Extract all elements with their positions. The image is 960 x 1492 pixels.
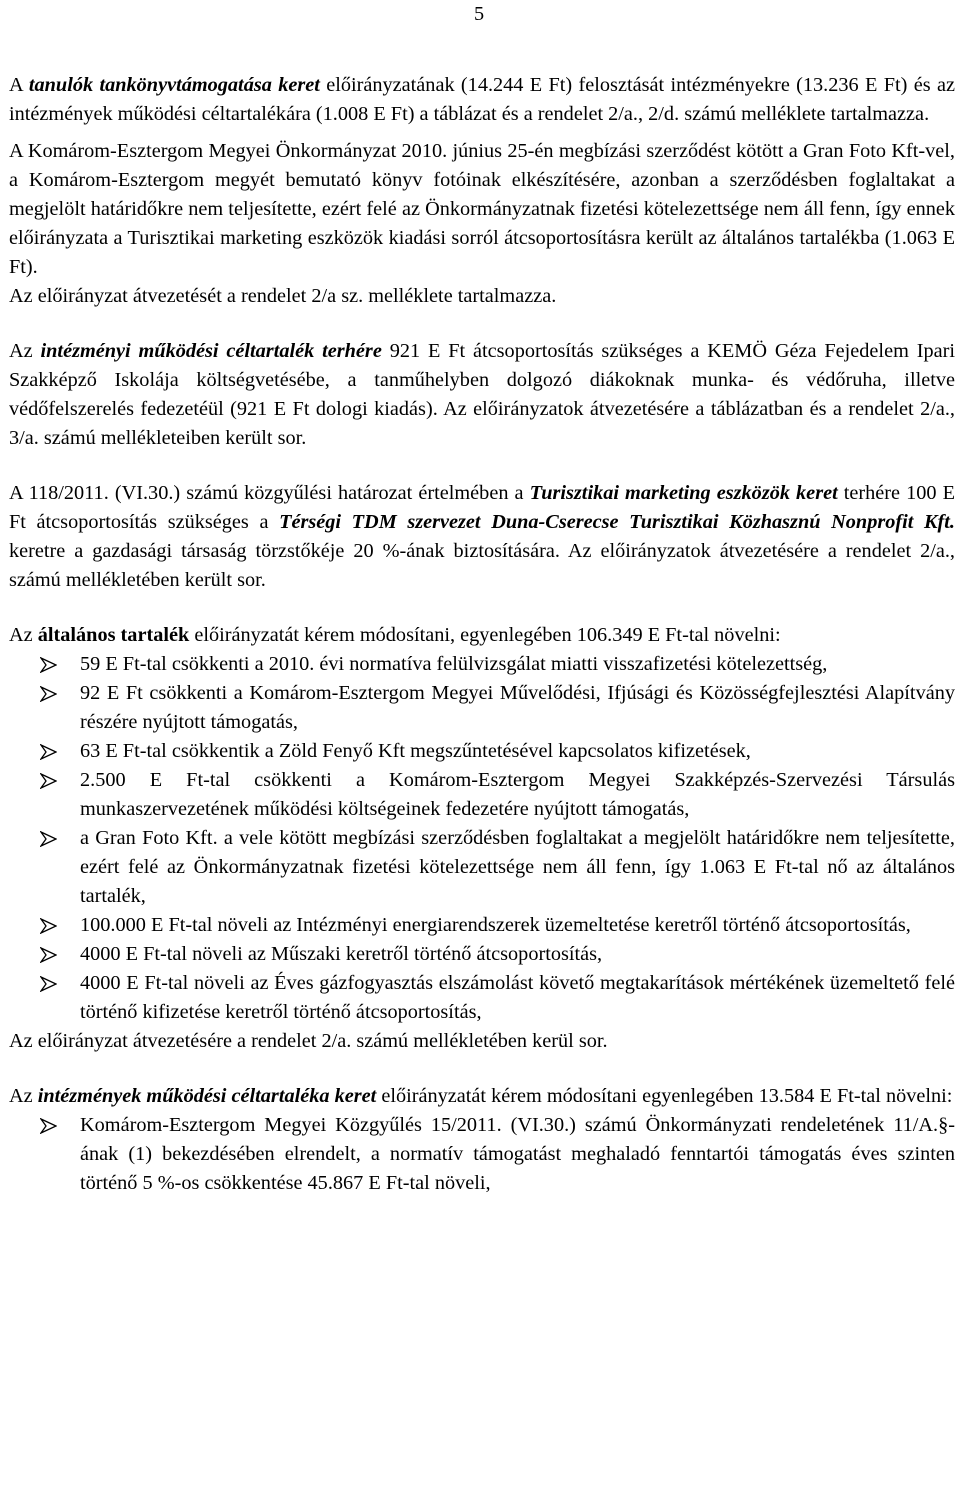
list-item-text: 92 E Ft csökkenti a Komárom-Esztergom Megyei Művelődési, Ifjúsági és Közösségfejlesztési Alapítvány részére nyújtott támogatás, <box>80 682 955 733</box>
arrow-bullet-icon <box>40 686 57 702</box>
list-item <box>9 940 955 969</box>
list-item-text: 59 E Ft-tal csökkenti a 2010. évi normatíva felülvizsgálat miatti visszafizetési kötelezettség, <box>80 653 828 675</box>
arrow-bullet-icon <box>40 773 57 789</box>
paragraph-altalanos-tartalek: Az általános tartalék előirányzatát kérem módosítani, egyenlegében 106.349 E Ft-tal növelni: <box>9 624 781 646</box>
list-item <box>9 911 955 940</box>
arrow-bullet-icon <box>40 744 57 760</box>
paragraph-intezmenyek-celtartaleka: Az intézmények működési céltartaléka keret előirányzatát kérem módosítani egyenlegében 13.584 E Ft-tal növelni: <box>9 1085 953 1107</box>
emphasis-intezmenyek-celtartaleka: intézmények működési céltartaléka keret <box>37 1085 377 1107</box>
list-item <box>9 969 955 1027</box>
list-item-text: 4000 E Ft-tal növeli az Éves gázfogyasztás elszámolást követő megtakarítások mértékének üzemeltető felé történő kifizetése keretről történő átcsoportosítás, <box>80 972 955 1023</box>
list-item-text: Komárom-Esztergom Megyei Közgyűlés 15/2011. (VI.30.) számú Önkormányzati rendeletének 11/A.§-ának (1) bekezdésében elrendelt, a normatív támogatást meghaladó fenntartói támogatás éves szinten történő 5 %-os csökkentése 45.867 E Ft-tal növeli, <box>80 1114 955 1194</box>
arrow-bullet-icon <box>40 1118 57 1134</box>
list-item <box>9 679 955 737</box>
paragraph-gran-foto: A Komárom-Esztergom Megyei Önkormányzat 2010. június 25-én megbízási szerződést kötött a Gran Foto Kft-vel, a Komárom-Esztergom megyét bemutató könyv fotóinak elkészítésére, azonban a szerződésben foglaltakat a megjelölt határidőkre nem teljesítette, ezért felé az Önkormányzatnak fizetési kötelezettsége nem áll fenn, így ennek előirányzata a Turisztikai marketing eszközök kiadási sorról átcsoportosításra került az általános tartalékba (1.063 E Ft). <box>9 140 955 278</box>
list-item <box>9 1111 955 1198</box>
list-item-text: 4000 E Ft-tal növeli az Műszaki keretről történő átcsoportosítás, <box>80 943 603 965</box>
list-item <box>9 650 955 679</box>
emphasis-altalanos-tartalek: általános tartalék <box>37 624 190 646</box>
list-item <box>9 737 955 766</box>
document-body <box>9 71 955 1198</box>
list-item <box>9 824 955 911</box>
arrow-bullet-icon <box>40 947 57 963</box>
list-item-text: 100.000 E Ft-tal növeli az Intézményi energiarendszerek üzemeltetése keretről történő átcsoportosítás, <box>80 914 911 936</box>
paragraph-intezmenyi-celtartalek: Az intézményi működési céltartalék terhére 921 E Ft átcsoportosítás szükséges a KEMÖ Géza Fejedelem Ipari Szakképző Iskolája költségvetésébe, a tanműhelyben dolgozó diákoknak munka- és védőruha, illetve védőfelszerelés fedezetéül (921 E Ft dologi kiadás). Az előirányzatok átvezetésére a táblázatban és a rendelet 2/a., 3/a. számú mellékleteiben került sor. <box>9 340 955 449</box>
list-item-text: 2.500 E Ft-tal csökkenti a Komárom-Esztergom Megyei Szakképzés-Szervezési Társulás munkaszervezetének működési költségeinek fedezetére nyújtott támogatás, <box>80 769 955 820</box>
emphasis-tdm-szervezet: Térségi TDM szervezet Duna-Cserecse Turisztikai Közhasznú Nonprofit Kft. <box>279 511 956 533</box>
arrow-bullet-icon <box>40 976 57 992</box>
arrow-bullet-icon <box>40 918 57 934</box>
emphasis-tankonyvtamogatas-keret: tanulók tankönyvtámogatása keret <box>28 74 320 96</box>
list-item <box>9 766 955 824</box>
tartalek-changes-list <box>9 650 955 1027</box>
arrow-bullet-icon <box>40 657 57 673</box>
emphasis-intezmenyi-celtartalek: intézményi működési céltartalék terhére <box>40 340 382 362</box>
list-item-text: a Gran Foto Kft. a vele kötött megbízási szerződésben foglaltakat a megjelölt határidőkre nem teljesítette, ezért felé az Önkormányzatnak fizetési kötelezettsége nem áll fenn, így 1.063 E Ft-tal nő az általános tartalék, <box>80 827 955 907</box>
emphasis-turisztikai-marketing: Turisztikai marketing eszközök keret <box>529 482 838 504</box>
arrow-bullet-icon <box>40 831 57 847</box>
paragraph-tankonyvtamogatas: A tanulók tankönyvtámogatása keret előirányzatának (14.244 E Ft) felosztását intézményekre (13.236 E Ft) és az intézmények működési céltartalékára (1.008 E Ft) a táblázat és a rendelet 2/a., 2/d. számú melléklete tartalmazza. <box>9 74 955 125</box>
paragraph-atvezetes-2a: Az előirányzat átvezetését a rendelet 2/a sz. melléklete tartalmazza. <box>9 285 557 307</box>
celtartalek-changes-list <box>9 1111 955 1198</box>
paragraph-atvezetes-2a-kerul: Az előirányzat átvezetésére a rendelet 2/a. számú mellékletében kerül sor. <box>9 1030 608 1052</box>
list-item-text: 63 E Ft-tal csökkentik a Zöld Fenyő Kft megszűntetésével kapcsolatos kifizetések, <box>80 740 751 762</box>
paragraph-kozgyulesi-hatarozat: A 118/2011. (VI.30.) számú közgyűlési határozat értelmében a Turisztikai marketing eszközök keret terhére 100 E Ft átcsoportosítás szükséges a Térségi TDM szervezet Duna-Cserecse Turisztikai Közhasznú Nonprofit Kft. keretre a gazdasági társaság törzstőkéje 20 %-ának biztosítására. Az előirányzatok átvezetésére a rendelet 2/a., számú mellékletében került sor. <box>9 482 956 591</box>
page-number: 5 <box>474 3 485 25</box>
